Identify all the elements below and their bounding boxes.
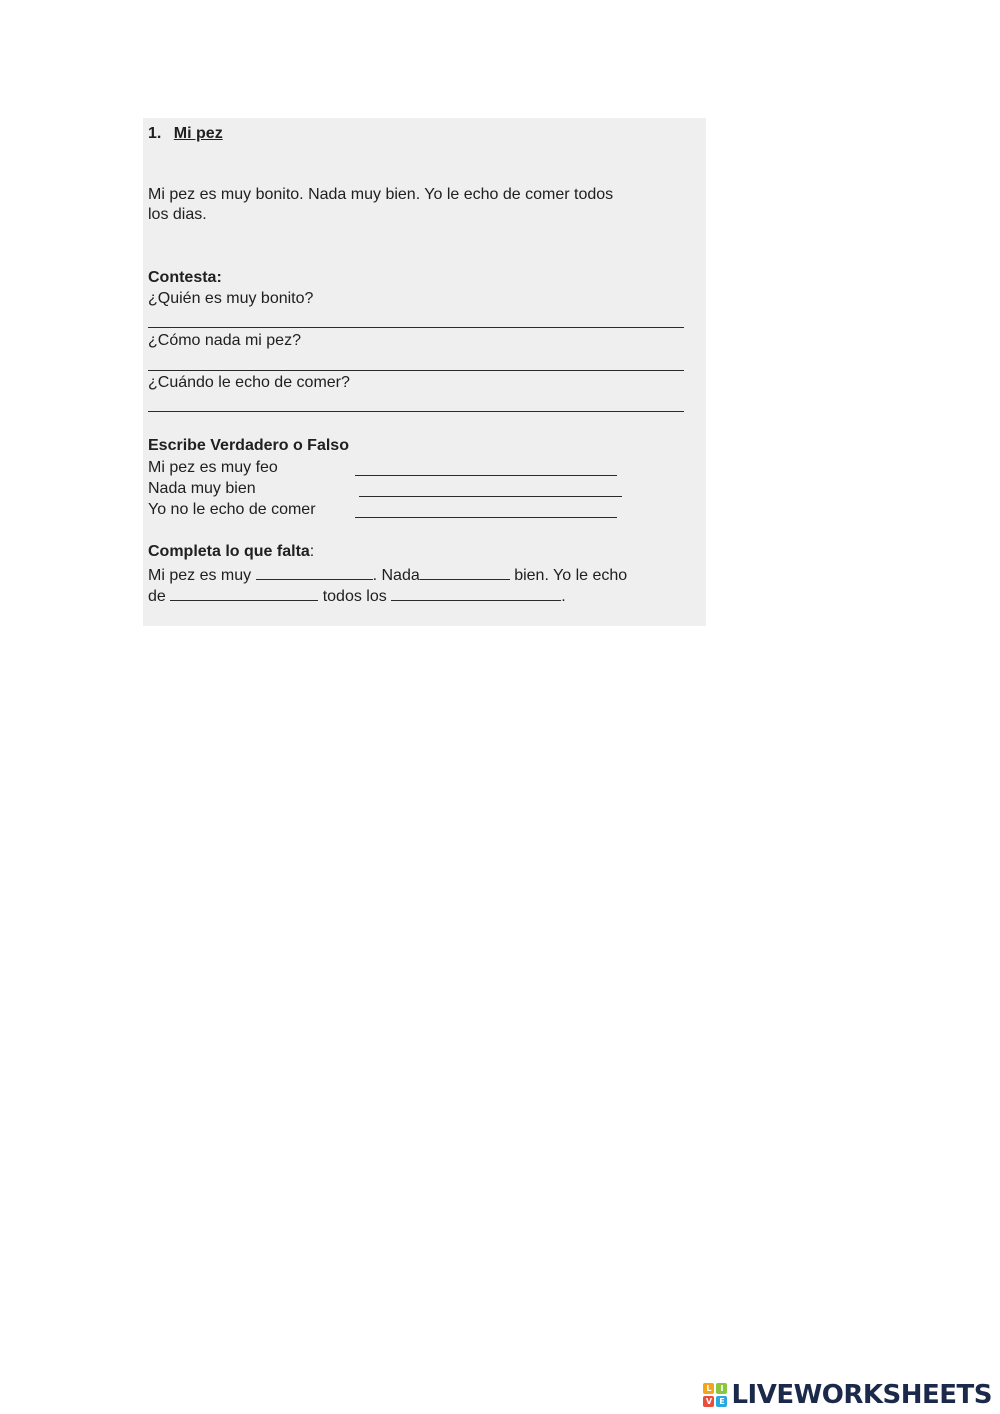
completa-line2-part2: todos los [322, 588, 387, 605]
question-3: ¿Cuándo le echo de comer? [148, 374, 350, 391]
logo-letter-v: V [703, 1396, 714, 1407]
fill-blank-2[interactable] [420, 564, 510, 580]
answer-line-2[interactable] [148, 370, 684, 371]
completa-title-colon: : [309, 543, 315, 560]
completa-line1-part2: . Nada [372, 567, 420, 584]
paragraph-line-2: los dias. [148, 206, 207, 223]
completa-line2-part3: . [561, 588, 566, 605]
fill-blank-1[interactable] [256, 564, 373, 580]
vf-answer-line-2[interactable] [359, 496, 622, 497]
statement-2: Nada muy bien [148, 480, 256, 497]
logo-letter-i: I [716, 1383, 727, 1394]
verdadero-falso-title: Escribe Verdadero o Falso [148, 437, 349, 454]
completa-line1-part3: bien. Yo le echo [514, 567, 628, 584]
completa-line2-part1: de [148, 588, 166, 605]
fill-blank-3[interactable] [170, 585, 318, 601]
completa-title [148, 542, 314, 562]
contesta-title: Contesta: [148, 269, 222, 286]
liveworksheets-brand[interactable] [703, 1380, 992, 1410]
question-2: ¿Cómo nada mi pez? [148, 332, 301, 349]
heading-title: Mi pez [173, 125, 223, 142]
completa-line1-part1: Mi pez es muy [148, 567, 252, 584]
completa-line-2 [148, 585, 566, 607]
logo-letter-l: L [703, 1383, 714, 1394]
heading-number: 1. [148, 125, 162, 142]
fill-blank-4[interactable] [391, 585, 561, 601]
vf-answer-line-3[interactable] [355, 517, 617, 518]
vf-answer-line-1[interactable] [355, 475, 617, 476]
answer-line-3[interactable] [148, 411, 684, 412]
statement-3: Yo no le echo de comer [148, 501, 316, 518]
paragraph-line-1: Mi pez es muy bonito. Nada muy bien. Yo le echo de comer todos [148, 186, 614, 203]
answer-line-1[interactable] [148, 327, 684, 328]
heading [148, 124, 223, 144]
statement-1: Mi pez es muy feo [148, 459, 278, 476]
question-1: ¿Quién es muy bonito? [148, 290, 314, 307]
completa-line-1 [148, 564, 627, 586]
completa-title-text: Completa lo que falta [148, 543, 310, 560]
liveworksheets-logo-icon [703, 1383, 727, 1407]
worksheet-scan [143, 118, 706, 626]
logo-letter-e: E [716, 1396, 727, 1407]
brand-name: LIVEWORKSHEETS [731, 1380, 992, 1410]
